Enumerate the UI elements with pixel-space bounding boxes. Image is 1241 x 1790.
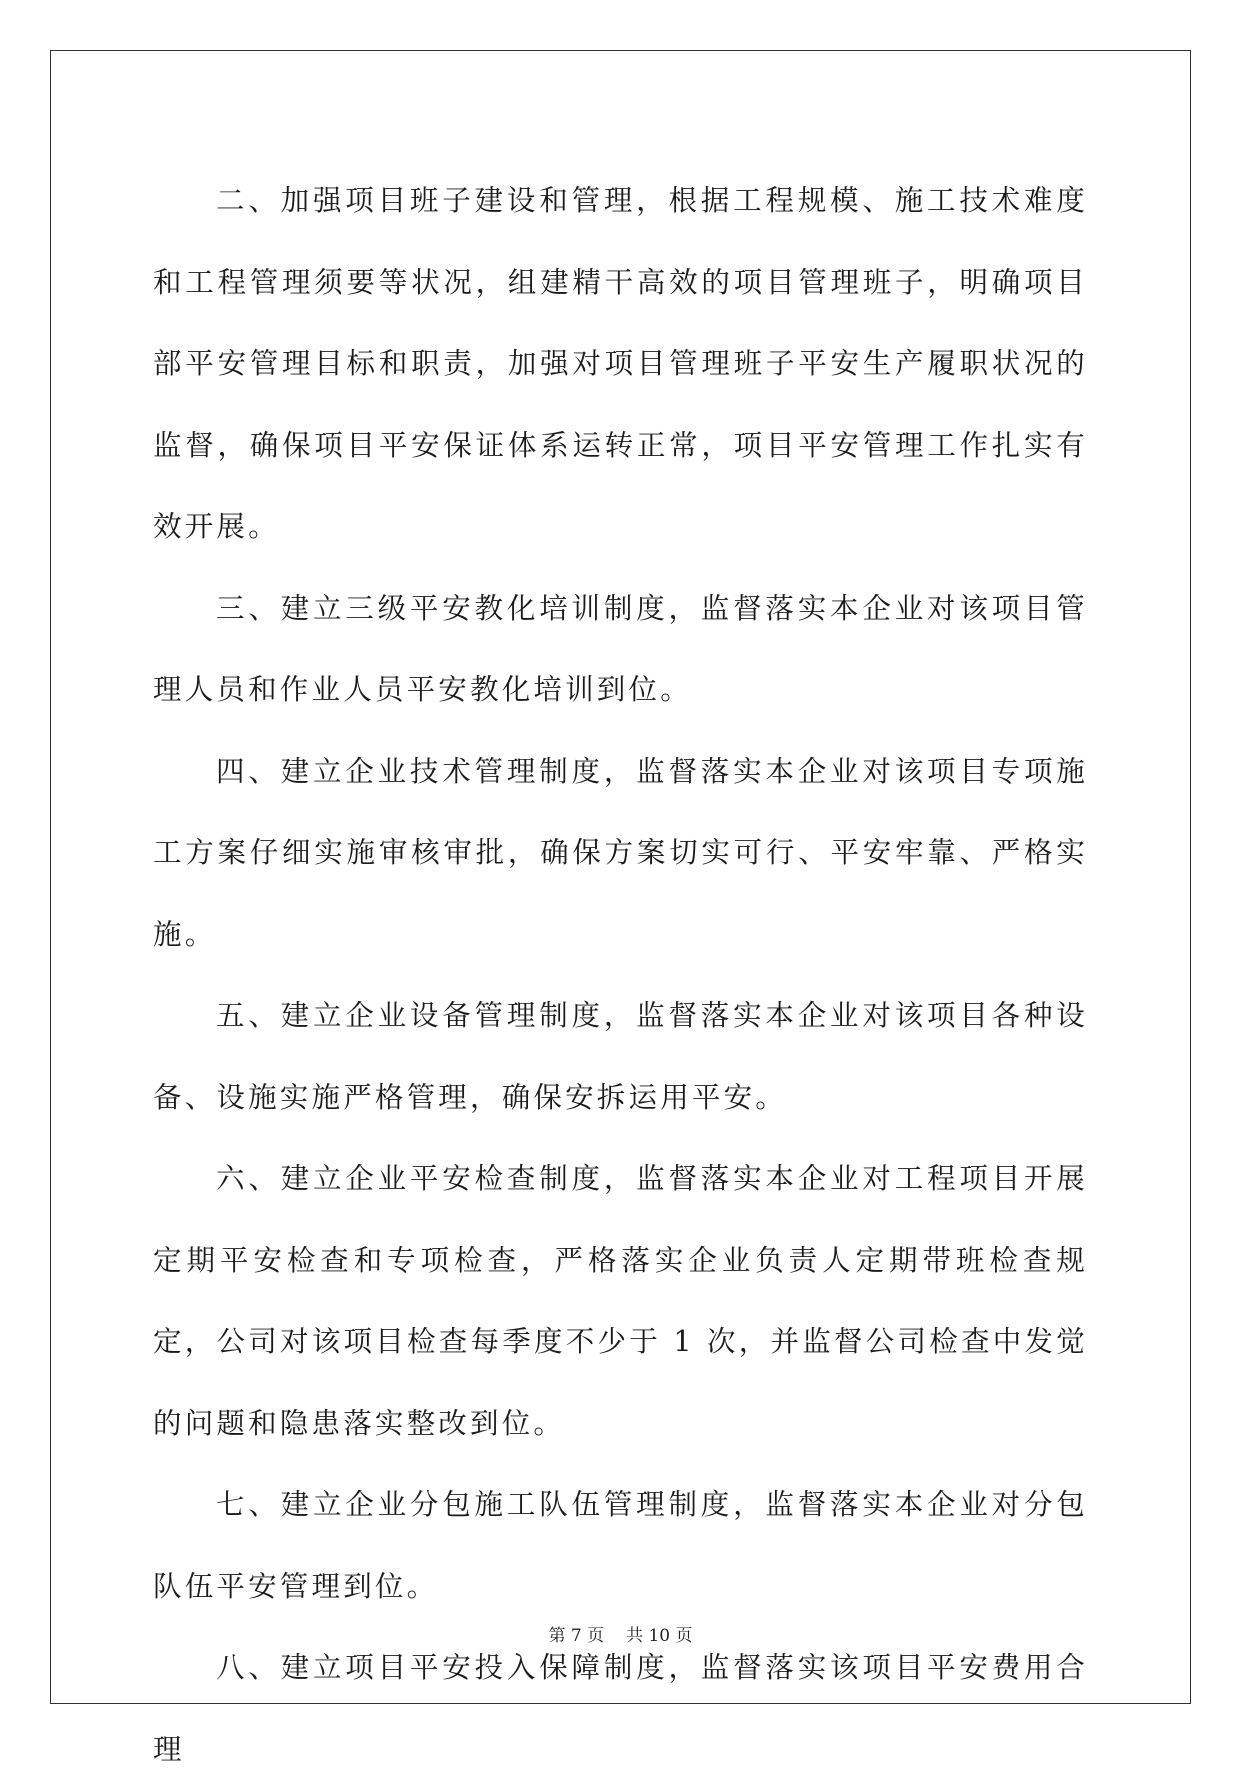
paragraph-4 xyxy=(153,731,1088,976)
paragraph-3 xyxy=(153,568,1088,731)
paragraph-text: 七、建立企业分包施工队伍管理制度，监督落实本企业对分包队伍平安管理到位。 xyxy=(153,1488,1088,1603)
paragraph-text: 四、建立企业技术管理制度，监督落实本企业对该项目专项施工方案仔细实施审核审批，确保方案切实可行、平安牢靠、严格实施。 xyxy=(153,754,1088,951)
paragraph-text: 三、建立三级平安教化培训制度，监督落实本企业对该项目管理人员和作业人员平安教化培训到位。 xyxy=(153,591,1088,706)
paragraph-6 xyxy=(153,1138,1088,1464)
page-number: 第 7 页 xyxy=(548,1626,605,1646)
page-footer xyxy=(0,1621,1241,1646)
document-body xyxy=(153,160,1088,1790)
paragraph-8 xyxy=(153,1627,1088,1790)
page-total: 共 10 页 xyxy=(626,1626,693,1646)
paragraph-text: 八、建立项目平安投入保障制度，监督落实该项目平安费用合理 xyxy=(153,1651,1088,1766)
paragraph-text: 二、加强项目班子建设和管理，根据工程规模、施工技术难度和工程管理须要等状况，组建精干高效的项目管理班子，明确项目部平安管理目标和职责，加强对项目管理班子平安生产履职状况的监督，确保项目平安保证体系运转正常，项目平安管理工作扎实有效开展。 xyxy=(153,184,1088,543)
paragraph-2 xyxy=(153,160,1088,568)
paragraph-5 xyxy=(153,975,1088,1138)
paragraph-text: 六、建立企业平安检查制度，监督落实本企业对工程项目开展定期平安检查和专项检查，严格落实企业负责人定期带班检查规定，公司对该项目检查每季度不少于 1 次，并监督公司检查中发觉的问题和隐患落实整改到位。 xyxy=(153,1162,1088,1440)
paragraph-7 xyxy=(153,1464,1088,1627)
paragraph-text: 五、建立企业设备管理制度，监督落实本企业对该项目各种设备、设施实施严格管理，确保安拆运用平安。 xyxy=(153,999,1088,1114)
